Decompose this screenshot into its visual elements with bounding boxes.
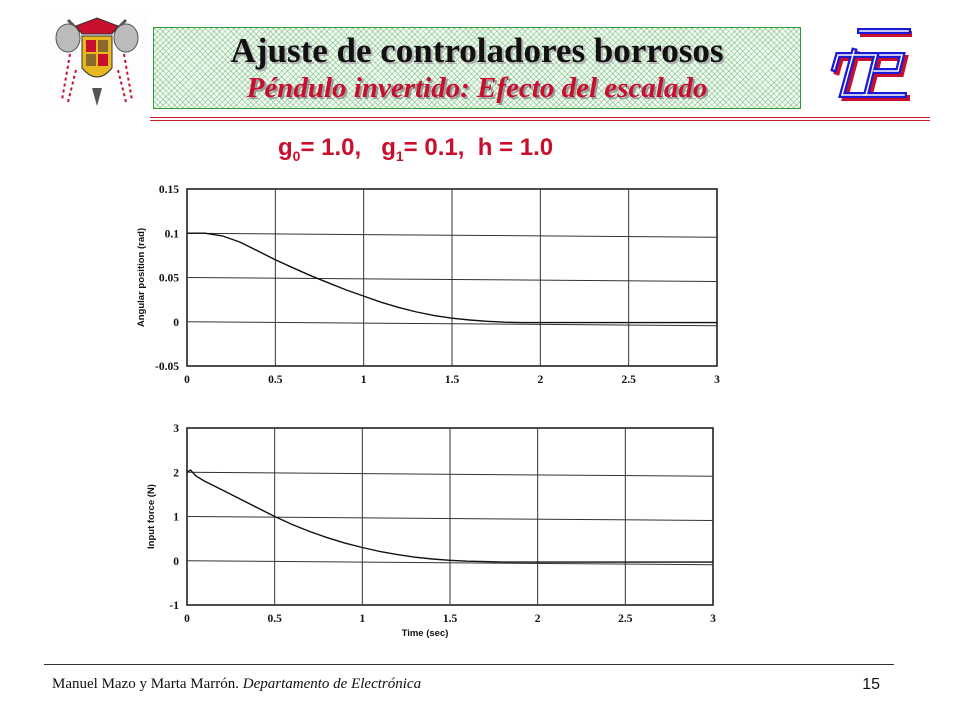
chart-0-ytick-label: -0.05 <box>155 361 179 373</box>
chart-1-ylabel: Input force (N) <box>146 484 157 549</box>
chart-0-ytick-label: 0.15 <box>158 184 179 196</box>
chart-1-ytick-label: 2 <box>173 467 179 480</box>
chart-0-ytick-label: 0 <box>173 316 179 329</box>
chart-1-xtick-label: 2 <box>534 613 541 625</box>
chart-1-ytick-label: 0 <box>173 555 179 568</box>
footer-credits <box>52 676 421 693</box>
chart-1-ytick-label: -1 <box>169 600 179 612</box>
chart-0-xtick-label: 2 <box>537 374 544 386</box>
h-value: h = 1.0 <box>477 134 554 161</box>
chart-1-xtick-label: 3 <box>710 613 716 625</box>
chart-1-xlabel: Time (sec) <box>401 628 449 639</box>
footer-divider <box>44 664 894 665</box>
university-crest <box>46 10 148 110</box>
chart-0-xtick-label: 3 <box>714 374 720 386</box>
chart-1-ytick-label: 3 <box>173 423 179 435</box>
charts-svg <box>120 172 740 642</box>
g1-subscript: 1 <box>395 147 404 164</box>
g0-value: = 1.0, <box>300 134 362 161</box>
chart-0-ylabel: Angular position (rad) <box>136 227 147 328</box>
chart-0-xtick-label: 0.5 <box>268 374 283 386</box>
footer-department: Departamento de Electrónica <box>242 676 422 692</box>
department-logo <box>820 25 912 109</box>
chart-0-xtick-label: 2.5 <box>621 374 636 386</box>
chart-1-xtick-label: 1.5 <box>442 613 458 625</box>
footer-authors: Manuel Mazo y Marta Marrón. <box>52 676 240 692</box>
parameters-line <box>278 134 553 164</box>
chart-1-xtick-label: 0 <box>184 613 190 625</box>
dep-logo-icon <box>820 25 912 109</box>
g0-label: g <box>278 134 293 161</box>
g1-label: g <box>381 134 396 161</box>
g1-value: = 0.1, <box>403 134 465 161</box>
chart-0-xtick-label: 1.5 <box>444 374 460 386</box>
charts-area <box>120 172 740 642</box>
page-number: 15 <box>862 676 880 693</box>
chart-1-xtick-label: 1 <box>359 613 366 625</box>
crest-emblem-icon <box>46 10 148 110</box>
chart-0-ytick-label: 0.05 <box>158 272 179 285</box>
chart-1-ytick-label: 1 <box>173 511 179 524</box>
chart-0-ytick-label: 0.1 <box>164 228 179 241</box>
header-divider <box>150 117 930 121</box>
chart-0-xtick-label: 1 <box>360 374 367 386</box>
chart-0-xtick-label: 0 <box>184 374 190 386</box>
chart-1-xtick-label: 2.5 <box>618 613 633 625</box>
title-box <box>153 27 801 109</box>
g0-subscript: 0 <box>292 147 301 164</box>
slide-subtitle: Péndulo invertido: Efecto del escalado <box>246 72 708 104</box>
slide-title: Ajuste de controladores borrosos <box>230 31 724 70</box>
chart-1-xtick-label: 0.5 <box>267 613 282 625</box>
